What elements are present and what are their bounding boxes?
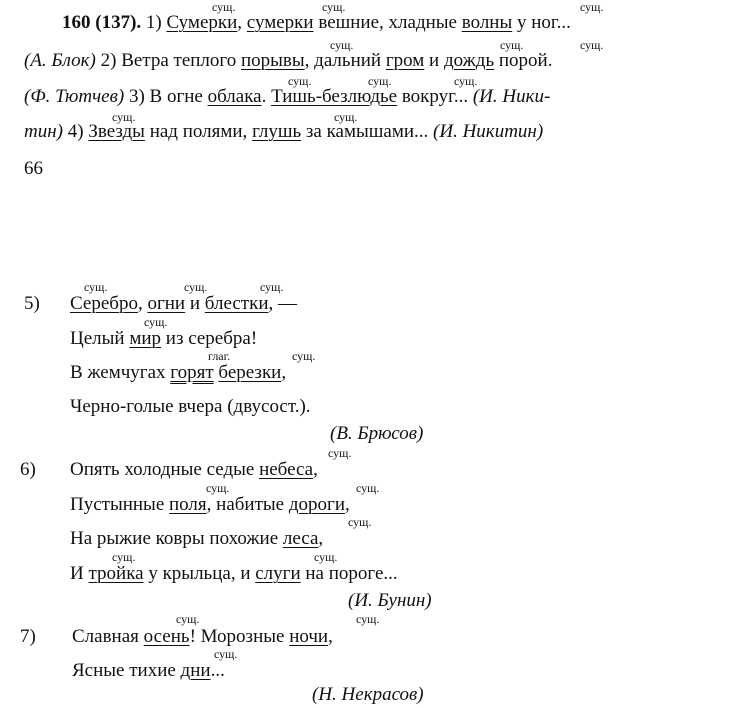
text: .: [261, 86, 272, 107]
subject-word: облака: [207, 86, 262, 107]
poem-line: Черно-голые вчера (двусост.).: [70, 396, 311, 417]
poem-line: [70, 563, 398, 585]
subject-word: леса: [282, 528, 319, 549]
text: ,: [328, 626, 333, 647]
author: (И. Ники-: [472, 86, 551, 107]
text: И: [70, 563, 89, 584]
pos-label: сущ.: [260, 280, 284, 294]
subject-word: порывы: [240, 50, 305, 71]
text: вешние, хладные: [313, 12, 462, 33]
subject-word: поля: [169, 494, 207, 515]
poem-line: [72, 660, 225, 682]
text: На рыжие ковры похожие: [70, 528, 283, 549]
exercise-number: 160 (137).: [62, 12, 142, 33]
text: , дальний: [304, 50, 386, 71]
author: тин): [24, 121, 63, 142]
poem-line: [70, 494, 350, 516]
text: , —: [268, 293, 297, 314]
pos-label: сущ.: [334, 110, 358, 124]
text: 2) Ветра теплого: [95, 50, 241, 71]
pos-label: сущ.: [580, 0, 604, 14]
text: из серебра!: [161, 328, 258, 349]
subject-word: осень: [143, 626, 190, 647]
text: Опять холодные седые: [70, 459, 260, 480]
text: В жемчугах: [70, 362, 171, 383]
subject-word: мир: [129, 328, 162, 349]
pos-label: сущ.: [214, 647, 238, 661]
pos-label: сущ.: [500, 38, 524, 52]
text: ,: [318, 528, 324, 549]
pos-label: сущ.: [314, 550, 338, 564]
author: (А. Блок): [24, 50, 96, 71]
pos-label: сущ.: [206, 481, 230, 495]
text: 4): [62, 121, 89, 142]
text: ,: [281, 362, 287, 383]
subject-word: тройка: [88, 563, 144, 584]
text: на пороге...: [300, 563, 398, 584]
exercise-line-4: [24, 121, 543, 143]
item-number: 7): [20, 626, 36, 647]
subject-word: Звезды: [88, 121, 145, 142]
poem-line: [72, 626, 333, 648]
pos-label: сущ.: [328, 446, 352, 460]
poem-line: [70, 459, 318, 481]
poem-line: [70, 362, 286, 384]
subject-word: небеса: [259, 459, 314, 480]
text: 3) В огне: [124, 86, 208, 107]
item-number: 5): [24, 293, 40, 314]
subject-word: сумерки: [246, 12, 314, 33]
text: Ясные тихие: [72, 660, 181, 681]
exercise-line-2: [24, 50, 552, 72]
poem-line: [70, 293, 297, 315]
pos-label: сущ.: [330, 38, 354, 52]
pos-label: сущ.: [348, 515, 372, 529]
exercise-line-3: [24, 86, 550, 108]
pos-label: сущ.: [144, 315, 168, 329]
author: (В. Брюсов): [330, 423, 424, 444]
item-number: 1): [145, 12, 162, 33]
subject-word: слуги: [255, 563, 301, 584]
subject-word: Серебро: [70, 293, 138, 314]
pos-label: сущ.: [368, 74, 392, 88]
subject-word: Сумерки: [166, 12, 238, 33]
text: ,: [237, 12, 247, 33]
pos-label: сущ.: [292, 349, 316, 363]
pos-label: сущ.: [112, 550, 136, 564]
text: ! Морозные: [189, 626, 290, 647]
subject-word: ночи: [289, 626, 329, 647]
author: (Н. Некрасов): [312, 684, 424, 705]
text: у крыльца, и: [143, 563, 256, 584]
subject-word: блестки: [204, 293, 269, 314]
pos-label: сущ.: [184, 280, 208, 294]
text: Славная: [72, 626, 144, 647]
predicate-word: горят: [170, 362, 214, 383]
poem-line: [70, 528, 323, 550]
pos-label: глаг.: [208, 349, 231, 363]
text: вокруг...: [397, 86, 473, 107]
text: у ног...: [512, 12, 571, 33]
exercise-line-1: [62, 12, 571, 34]
text: порой.: [494, 50, 553, 71]
subject-word: гром: [385, 50, 425, 71]
subject-word: волны: [461, 12, 513, 33]
poem-line: [70, 328, 257, 350]
page-number: 66: [24, 158, 43, 179]
text: Целый: [70, 328, 130, 349]
text: над полями,: [144, 121, 253, 142]
text: и: [424, 50, 444, 71]
subject-word: глушь: [252, 121, 302, 142]
text: ,: [137, 293, 148, 314]
author: (И. Никитин): [433, 121, 544, 142]
text: Пустынные: [70, 494, 170, 515]
text: ,: [345, 494, 350, 515]
pos-label: сущ.: [322, 0, 346, 14]
pos-label: сущ.: [212, 0, 236, 14]
subject-word: огни: [147, 293, 186, 314]
text: ...: [210, 660, 225, 681]
author: (Ф. Тютчев): [24, 86, 125, 107]
pos-label: сущ.: [288, 74, 312, 88]
text: ,: [313, 459, 318, 480]
subject-word: дороги: [288, 494, 345, 515]
text: , набитые: [206, 494, 289, 515]
pos-label: сущ.: [356, 612, 380, 626]
subject-word: Тишь-безлюдье: [271, 86, 398, 107]
subject-word: дождь: [443, 50, 495, 71]
text: за камышами...: [301, 121, 434, 142]
item-number: 6): [20, 459, 36, 480]
author: (И. Бунин): [348, 590, 432, 611]
pos-label: сущ.: [580, 38, 604, 52]
pos-label: сущ.: [84, 280, 108, 294]
subject-word: березки: [218, 362, 282, 383]
pos-label: сущ.: [112, 110, 136, 124]
pos-label: сущ.: [454, 74, 478, 88]
text: и: [185, 293, 205, 314]
pos-label: сущ.: [176, 612, 200, 626]
pos-label: сущ.: [356, 481, 380, 495]
subject-word: дни: [180, 660, 211, 681]
